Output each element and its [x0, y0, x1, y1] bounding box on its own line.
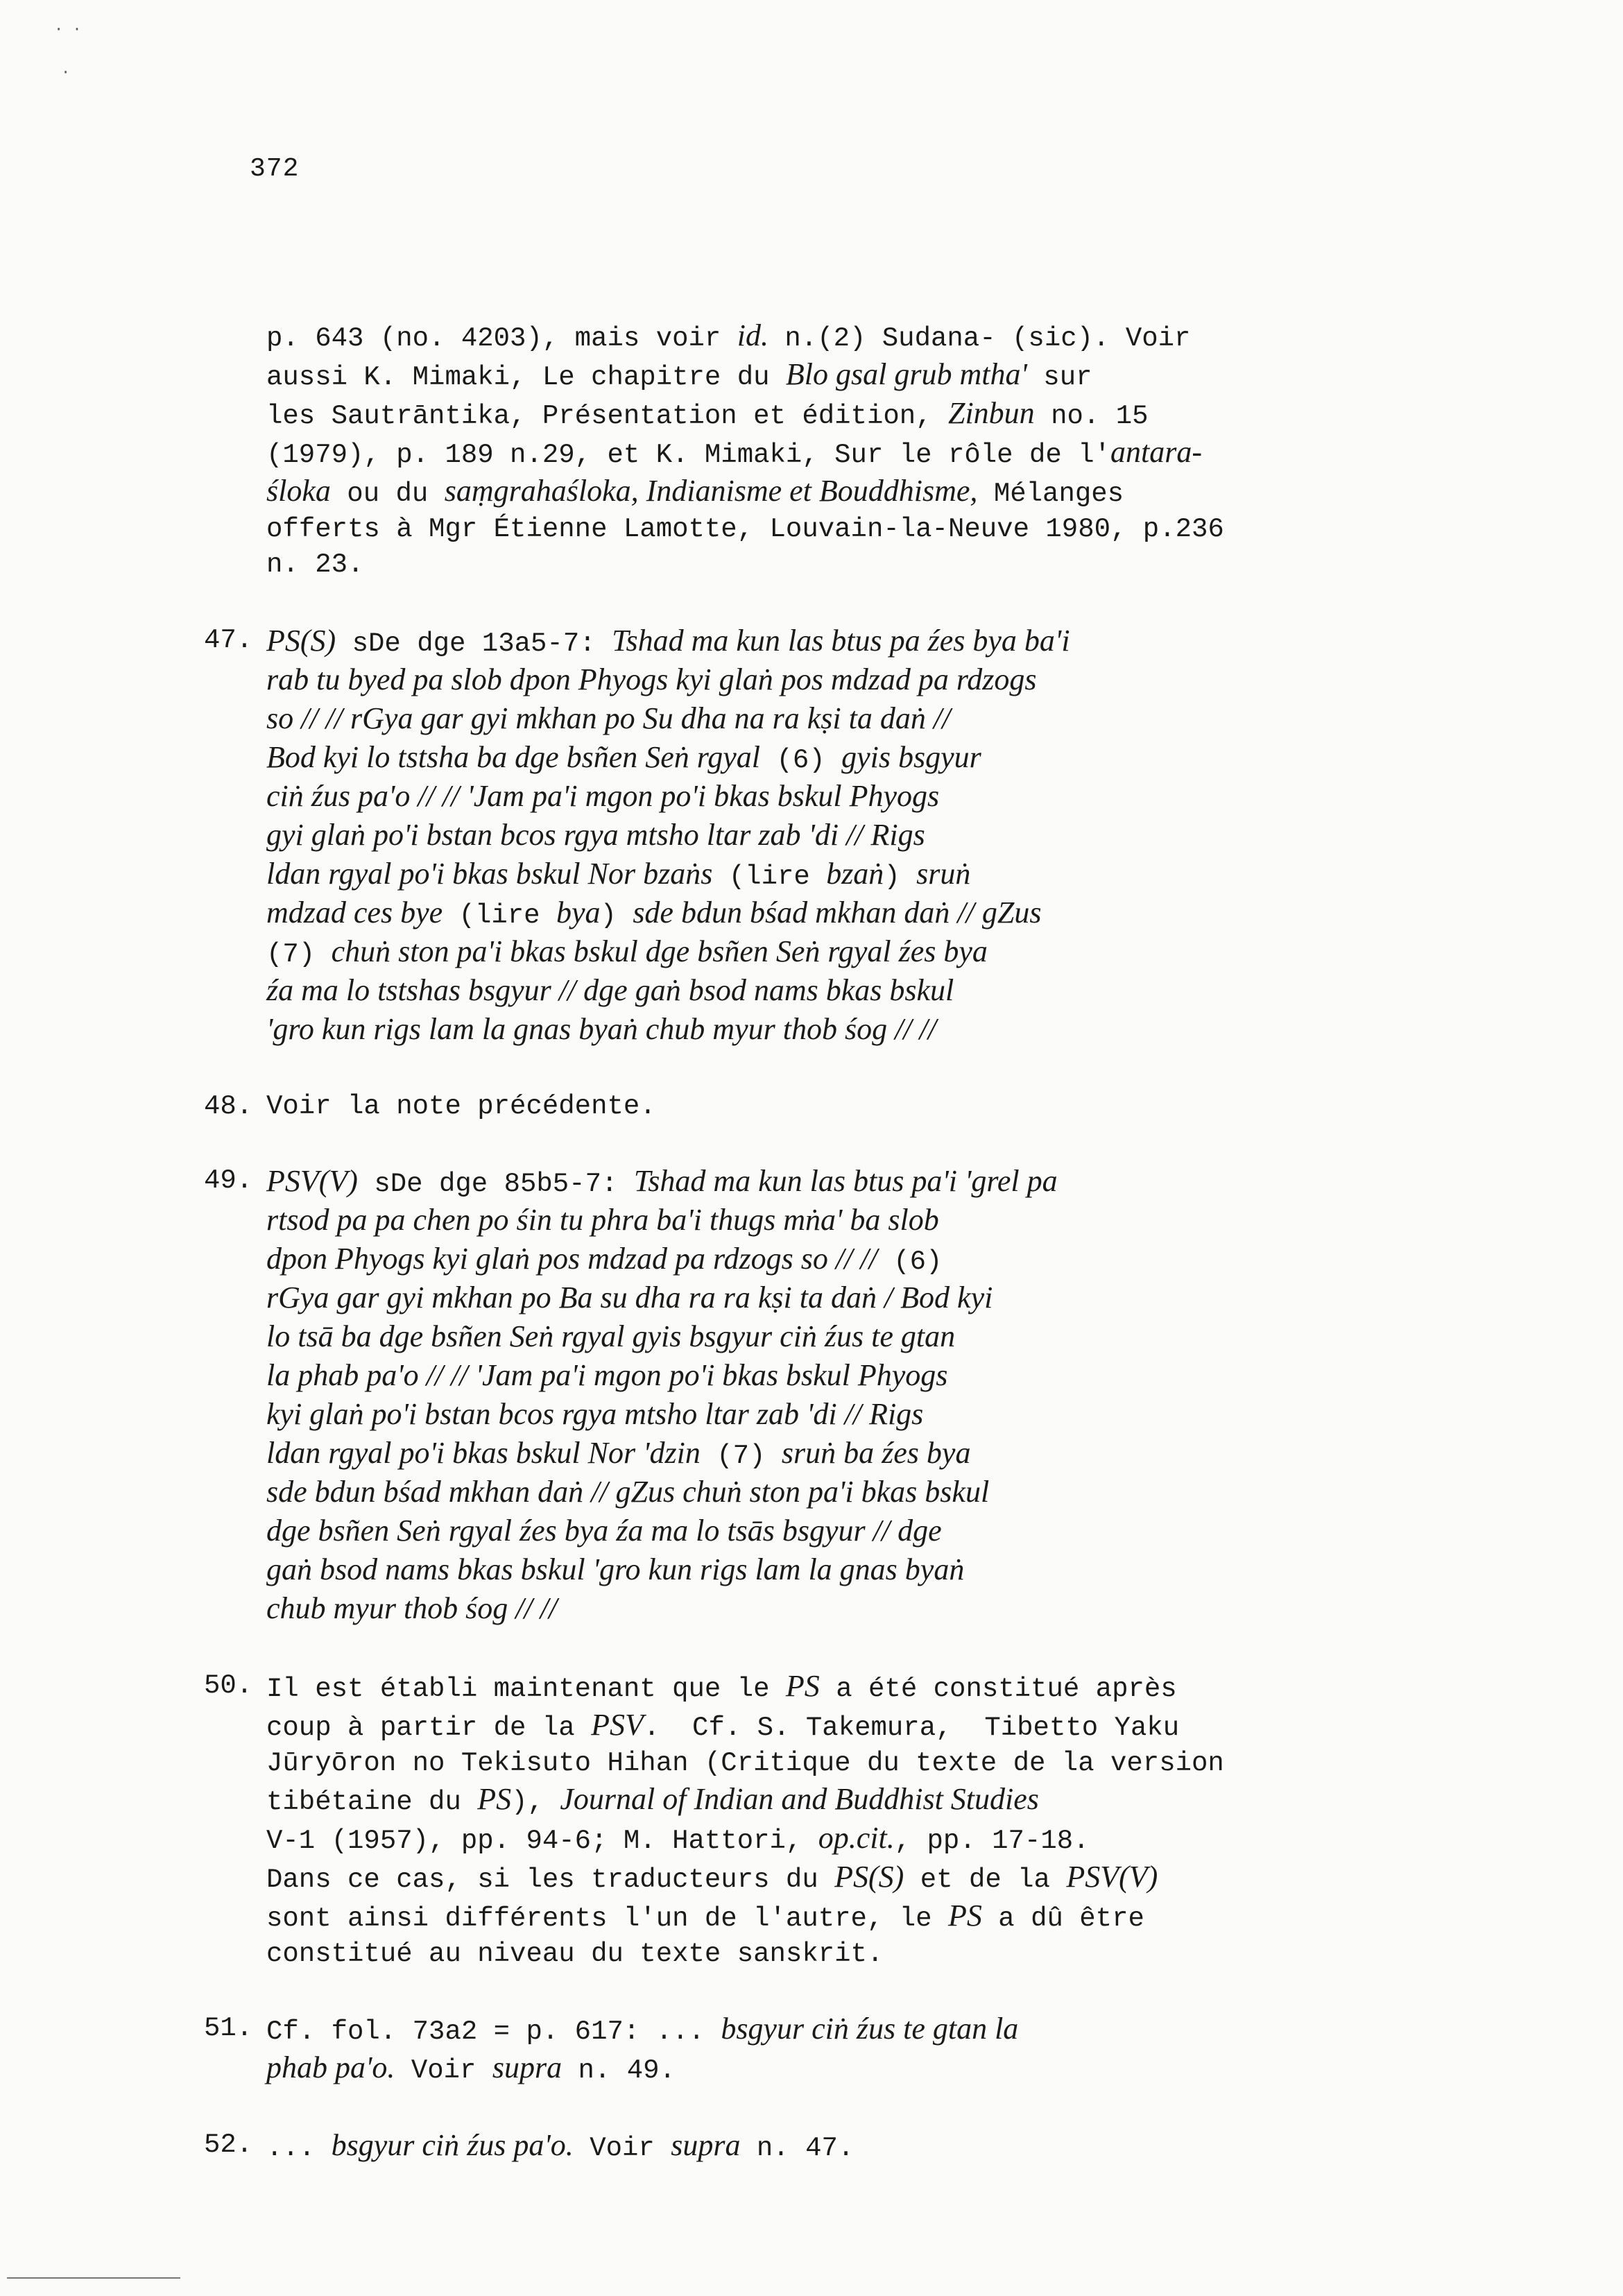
- footnote-number: 50.: [204, 1670, 253, 1701]
- footnote-text: ... bsgyur ciṅ źus pa'o. Voir supra n. 47.: [266, 2128, 855, 2164]
- footnote-text: PS(S) sDe dge 13a5-7: Tshad ma kun las btus pa źes bya ba'i rab tu byed pa slob dpon Phyogs kyi glaṅ pos mdzad pa rdzogs so // // rGya gar gyi mkhan po Su dha na ra kṣi ta daṅ // Bod kyi lo tstsha ba dge bsñen Seṅ rgyal (6) gyis bsgyur ciṅ źus pa'o // // 'Jam pa'i mgon po'i bkas bskul Phyogs gyi glaṅ po'i bstan bcos rgya mtsho ltar zab 'di // Rigs ldan rgyal po'i bkas bskul Nor bzaṅs (lire bzaṅ) sruṅ mdzad ces bye (lire bya) sde bdun bśad mkhan daṅ // gZus (7) chuṅ ston pa'i bkas bskul dge bsñen Seṅ rgyal źes bya źa ma lo tstshas bsgyur // dge gaṅ bsod nams bkas bskul 'gro kun rigs lam la gnas byaṅ chub myur thob śog // //: [266, 624, 1070, 1046]
- bottom-rule: [7, 2277, 180, 2279]
- page-number: 372: [250, 154, 300, 184]
- scan-speck: · ·: [54, 21, 82, 38]
- footnote-text: Il est établi maintenant que le PS a été constitué après coup à partir de la PSV. Cf. S. Takemura, Tibetto Yaku Jūryōron no Tekisuto Hihan (Critique du texte de la version tibétaine du PS), Journal of Indian and Buddhist Studies V-1 (1957), pp. 94-6; M. Hattori, op.cit., pp. 17-18. Dans ce cas, si les traducteurs du PS(S) et de la PSV(V) sont ainsi différents l'un de l'autre, le PS a dû être constitué au niveau du texte sanskrit.: [266, 1669, 1224, 1969]
- footnote-number: 48.: [204, 1091, 253, 1122]
- footnote-number: 52.: [204, 2130, 253, 2160]
- footnote-49: [204, 1163, 1439, 1629]
- footnote-number: 47.: [204, 625, 253, 656]
- footnote-50: [204, 1668, 1439, 1972]
- footnote-text: Voir la note précédente.: [266, 1091, 656, 1122]
- footnote-continued: [266, 318, 1439, 583]
- footnote-number: 49.: [204, 1165, 253, 1196]
- footnote-text: Cf. fol. 73a2 = p. 617: ... bsgyur ciṅ źus te gtan la phab pa'o. Voir supra n. 49.: [266, 2012, 1019, 2086]
- footnote-51: [204, 2011, 1439, 2089]
- footnote-52: [204, 2127, 1439, 2166]
- footnote-text: p. 643 (no. 4203), mais voir id. n.(2) Sudana- (sic). Voir aussi K. Mimaki, Le chapitre du Blo gsal grub mtha' sur les Sautrāntika, Présentation et édition, Zinbun no. 15 (1979), p. 189 n.29, et K. Mimaki, Sur le rôle de l'antara- śloka ou du saṃgrahaśloka, Indianisme et Bouddhisme, Mélanges offerts à Mgr Étienne Lamotte, Louvain-la-Neuve 1980, p.236 n. 23.: [266, 318, 1224, 580]
- footnote-48: [204, 1089, 1439, 1124]
- scan-speck: ·: [61, 64, 71, 81]
- footnote-number: 51.: [204, 2013, 253, 2044]
- footnote-text: PSV(V) sDe dge 85b5-7: Tshad ma kun las btus pa'i 'grel pa rtsod pa pa chen po śin tu phra ba'i thugs mṅa' ba slob dpon Phyogs kyi glaṅ pos mdzad pa rdzogs so // // (6) rGya gar gyi mkhan po Ba su dha ra ra kṣi ta daṅ / Bod kyi lo tsā ba dge bsñen Seṅ rgyal gyis bsgyur ciṅ źus te gtan la phab pa'o // // 'Jam pa'i mgon po'i bkas bskul Phyogs kyi glaṅ po'i bstan bcos rgya mtsho ltar zab 'di // Rigs ldan rgyal po'i bkas bskul Nor 'dzin (7) sruṅ ba źes bya sde bdun bśad mkhan daṅ // gZus chuṅ ston pa'i bkas bskul dge bsñen Seṅ rgyal źes bya źa ma lo tsās bsgyur // dge gaṅ bsod nams bkas bskul 'gro kun rigs lam la gnas byaṅ chub myur thob śog // //: [266, 1164, 1058, 1625]
- footnote-list: [204, 318, 1439, 2205]
- footnote-47: [204, 623, 1439, 1050]
